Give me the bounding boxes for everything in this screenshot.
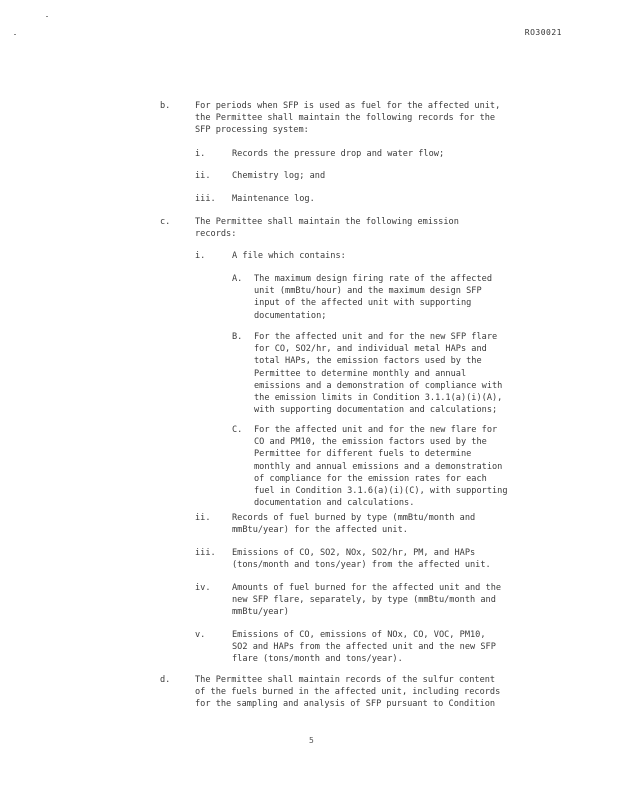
item-text: The Permittee shall maintain the following emission records: (195, 217, 459, 240)
item-number: v. (195, 630, 206, 640)
scan-speck (46, 16, 48, 17)
item-number: C. (232, 425, 243, 435)
item-text: Emissions of CO, SO2, NOx, SO2/hr, PM, and HAPs (tons/month and tons/year) from the affected unit. (232, 548, 491, 571)
item-text: Records the pressure drop and water flow; (232, 149, 445, 159)
item-number: iii. (195, 194, 216, 204)
item-number: A. (232, 274, 243, 284)
document-id: RO30021 (524, 28, 562, 37)
item-number: B. (232, 332, 243, 342)
item-number: i. (195, 251, 206, 261)
item-text: Emissions of CO, emissions of NOx, CO, VOC, PM10, SO2 and HAPs from the affected unit and the new SFP flare (tons/month and tons/year). (232, 630, 496, 665)
item-text: For the affected unit and for the new flare for CO and PM10, the emission factors used by the Permittee for different fuels to determine monthly and annual emissions and a demonstration of compliance for the emission rates for each fuel in Condition 3.1.6(a)(i)(C), with supporting documentation and calculations. (254, 425, 508, 509)
scan-speck (14, 34, 16, 35)
item-number: b. (160, 101, 171, 111)
item-text: The Permittee shall maintain records of the sulfur content of the fuels burned in the affected unit, including records for the sampling and analysis of SFP pursuant to Condition (195, 675, 501, 710)
item-number: i. (195, 149, 206, 159)
page-number: 5 (309, 736, 314, 745)
item-number: iv. (195, 583, 211, 593)
item-text: For the affected unit and for the new SFP flare for CO, SO2/hr, and individual metal HAPs and total HAPs, the emission factors used by the Permittee to determine monthly and annual emissions and a demonstration of compliance with the emission limits in Condition 3.1.1(a)(i)(A), with supporting documentation and calculations; (254, 332, 503, 416)
item-text: Chemistry log; and (232, 171, 326, 181)
item-text: Maintenance log. (232, 194, 315, 204)
item-text: Records of fuel burned by type (mmBtu/month and mmBtu/year) for the affected unit. (232, 513, 476, 536)
item-text: The maximum design firing rate of the affected unit (mmBtu/hour) and the maximum design SFP input of the affected unit with supporting documentation; (254, 274, 492, 321)
item-number: ii. (195, 171, 211, 181)
item-number: c. (160, 217, 171, 227)
item-text: For periods when SFP is used as fuel for the affected unit, the Permittee shall maintain the following records for the SFP processing system: (195, 101, 501, 136)
item-number: ii. (195, 513, 211, 523)
item-text: A file which contains: (232, 251, 346, 261)
item-number: d. (160, 675, 171, 685)
item-number: iii. (195, 548, 216, 558)
item-text: Amounts of fuel burned for the affected unit and the new SFP flare, separately, by type (mmBtu/month and mmBtu/year) (232, 583, 502, 618)
